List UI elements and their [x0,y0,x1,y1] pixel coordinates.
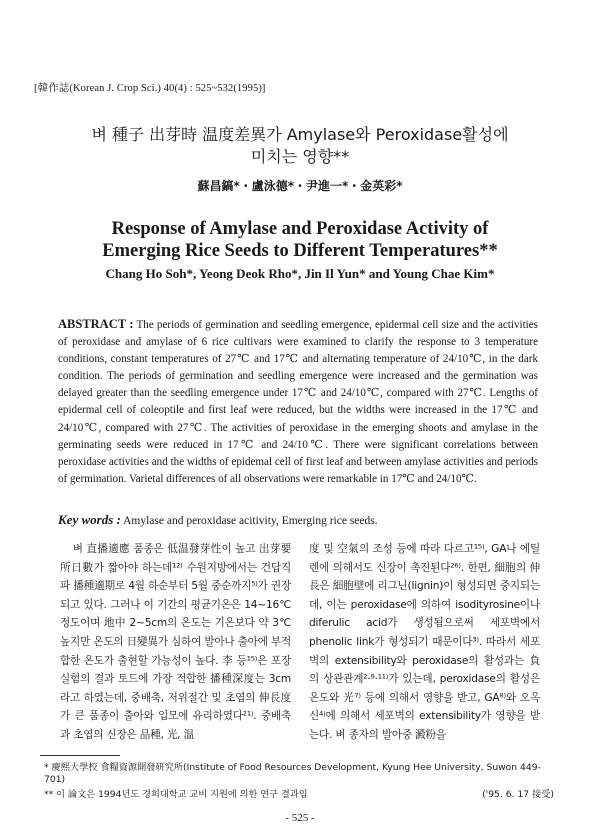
footnote-funding [44,789,554,801]
keywords [58,512,378,528]
english-title-line-2: Emerging Rice Seeds to Different Temperatures** [102,241,498,261]
korean-authors: 蘇昌鎬*・盧泳德*・尹進一*・金英彩* [197,179,403,193]
body-column-left [60,540,291,745]
journal-citation: [韓作誌(Korean J. Crop Sci.) 40(4) : 525~532(1995)] [34,83,266,94]
english-title-line-1: Response of Amylase and Peroxidase Activity of [111,219,489,239]
footnote-affiliation: * 慶熙大學校 食糧資源開發研究所(Institute of Food Resources Development, Kyung Hee University, Suwon 449-701) [44,762,541,785]
korean-title-line-2: 미치는 영향** [250,147,350,166]
body-paragraph-right: 度 및 空氣의 조성 등에 따라 다르고¹⁵⁾, GA나 에틸렌에 의해서도 신장이 촉진된다²⁶⁾. 한편, 細胞의 伸長은 細胞壁에 리그닌(lignin)이 형성되면 중지되는데, 이는 peroxidase에 의하여 isodityrosine이나 diferulic acid가 생성됨으로써 세포벽에서 phenolic link가 형성되기 때문이다³⁾. 따라서 세포벽의 extensibility와 peroxidase의 활성과는 負의 상관관계²·⁹·¹¹⁾가 있는데, peroxidase의 활성은 온도와 光⁷⁾ 등에 의해서 영향을 받고, GA⁸⁾와 오옥신⁴⁾에 의해서 세포벽의 extensibility가 영향을 받는다. 벼 종자의 발아중 澱粉을 [309,543,540,741]
body-paragraph-left: 벼 直播適應 품종은 低温發芽性이 높고 出芽要所日數가 짧아야 하는데¹²⁾ 수원지방에서는 건답직파 播種適期로 4월 하순부터 5월 중순까지⁵⁾가 권장되고 있다. 그러나 이 기간의 평균기온은 14~16℃ 정도이며 地中 2~5cm의 온도는 기온보다 약 3℃ 높지만 온도의 日變異가 심하여 발아나 출아에 부적합한 온도가 출현할 가능성이 높다. 李 등¹⁵⁾은 포장실험의 결과 토드에 가장 적합한 播種深度는 3cm라고 하였는데, 중배축, 저위절간 및 초엽의 伸長度가 큰 품종이 출아와 입모에 유리하였다²¹⁾. 중배축과 초엽의 신장은 品種, 光, 温 [60,543,291,741]
footnote-divider [40,755,120,756]
english-authors: Chang Ho Soh*, Yeong Deok Rho*, Jin Il Yun* and Young Chae Kim* [105,266,495,281]
received-date: ('95. 6. 17 接受) [482,789,554,800]
abstract [58,316,538,488]
footnote-funding-text: ** 이 論文은 1994년도 경희대학교 교비 지원에 의한 연구 결과임 [44,789,308,800]
keywords-text: Amylase and peroxidase acitivity, Emerging rice seeds. [123,515,378,527]
korean-title-line-1: 벼 種子 出芽時 温度差異가 Amylase와 Peroxidase활성에 [91,125,509,144]
keywords-label: Key words : [58,512,121,527]
abstract-text: The periods of germination and seedling emergence, epidermal cell size and the activities of peroxidase and amylase of 6 rice cultivars were examined to clarify the response to 3 temperature conditions, constant temperatures of 27℃ and 17℃ and alternating temperature of 24/10℃, in the dark condition. The periods of germination and seedling emergence were increased and the germination was delayed greater than the seedling emergence under 17℃ and 24/10℃, compared with 27℃. Lengths of epidermal cell of coleoptile and first leaf were reduced, but the widths were increased in the 17℃ and 24/10℃, compared with 27℃. The activities of peroxidase in the emerging shoots and amylase in the germinating seeds were reduced in 17℃ and 24/10℃. There were significant correlations between peroxidase activities and the widths of epidemal cell of first leaf and between amylase activities and periods of germination. Varietal differences of all observations were remarkable in 17℃ and 24/10℃. [58,319,538,485]
body-column-right [309,540,540,745]
page-number: - 525 - [285,812,315,824]
abstract-label: ABSTRACT : [58,317,134,331]
